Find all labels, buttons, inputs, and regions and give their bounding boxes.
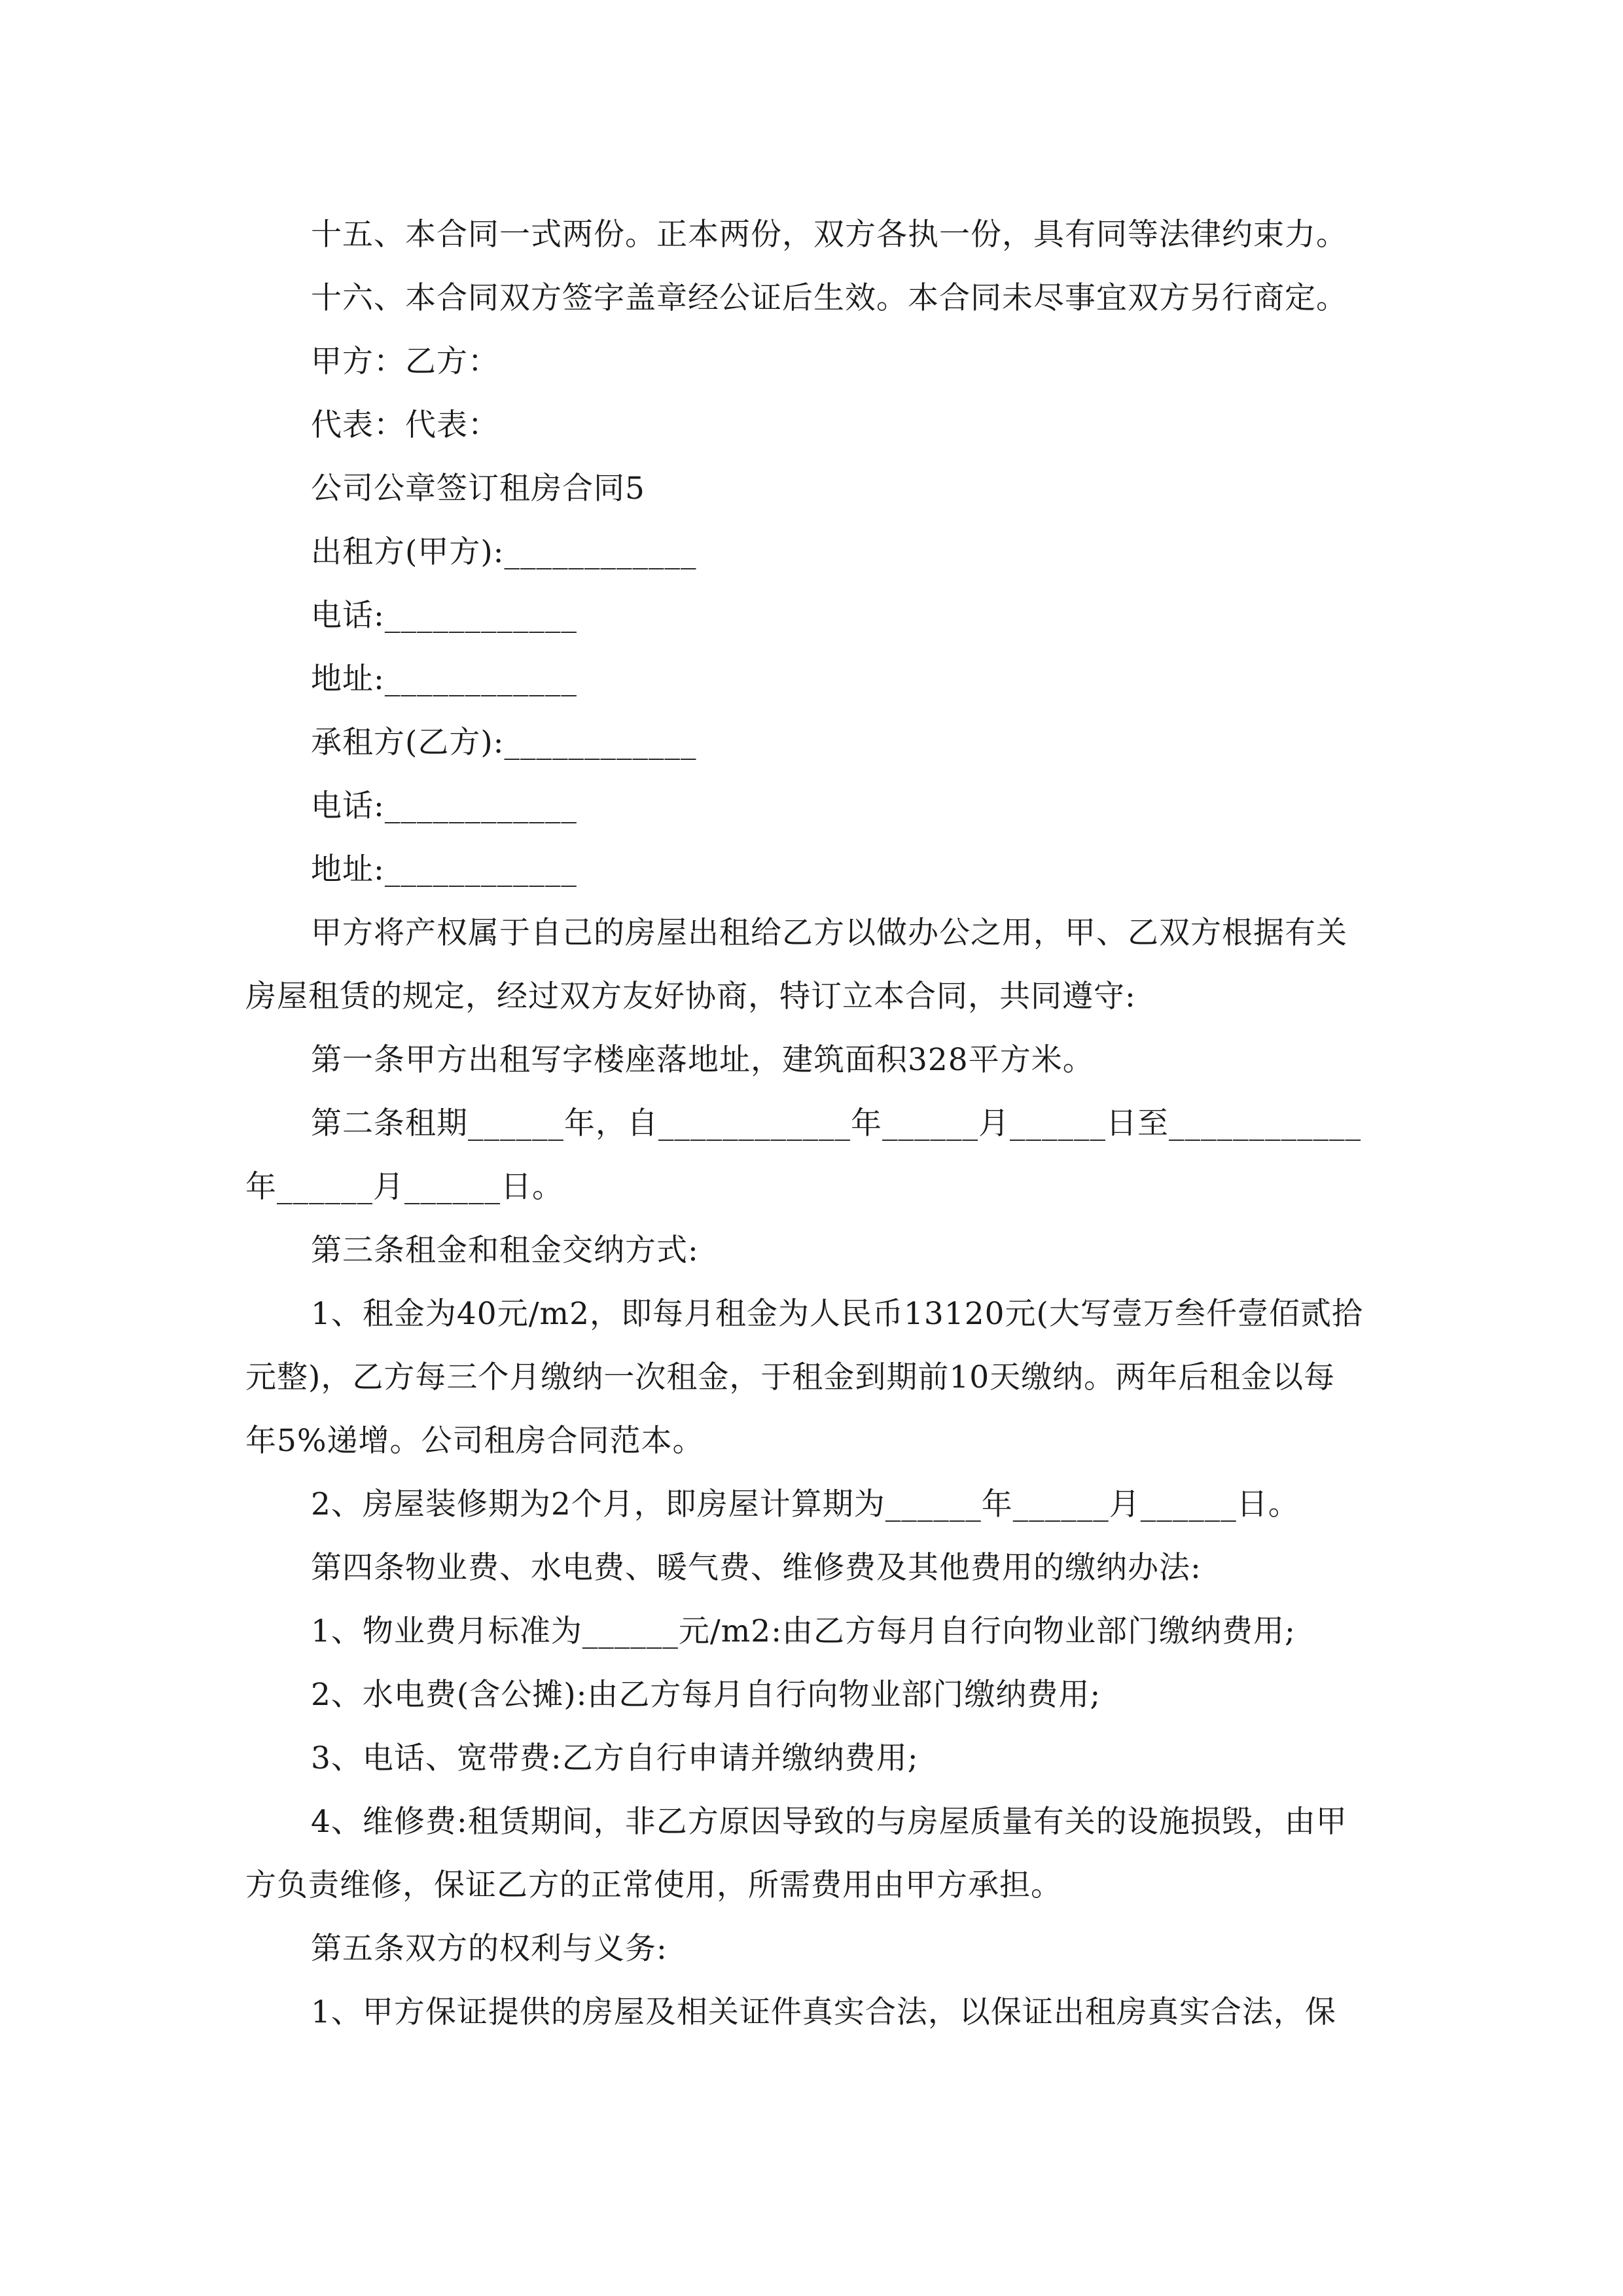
article-4-item-2: 2、水电费(含公摊):由乙方每月自行向物业部门缴纳费用; <box>311 1677 1101 1713</box>
article-3-item-1-line-3: 年5%递增。公司租房合同范本。 <box>245 1423 704 1459</box>
article-2-line-1: 第二条租期______年，自____________年______月______日至____________ <box>311 1105 1361 1141</box>
contract-title: 公司公章签订租房合同5 <box>311 471 645 507</box>
article-4-item-3: 3、电话、宽带费:乙方自行申请并缴纳费用; <box>311 1740 919 1776</box>
article-1: 第一条甲方出租写字楼座落地址，建筑面积328平方米。 <box>311 1042 1094 1078</box>
article-4-item-1: 1、物业费月标准为______元/m2:由乙方每月自行向物业部门缴纳费用; <box>311 1613 1296 1649</box>
lessor-field: 出租方(甲方):____________ <box>311 534 697 570</box>
lessee-address-field: 地址:____________ <box>311 852 577 888</box>
article-3-item-2: 2、房屋装修期为2个月，即房屋计算期为______年______月______日。 <box>311 1486 1300 1522</box>
article-3-item-1-line-1: 1、租金为40元/m2，即每月租金为人民币13120元(大写壹万叁仟壹佰贰拾 <box>311 1296 1363 1332</box>
document-body <box>245 203 1384 2044</box>
clause-16: 十六、本合同双方签字盖章经公证后生效。本合同未尽事宜双方另行商定。 <box>311 280 1347 316</box>
article-3-heading: 第三条租金和租金交纳方式: <box>311 1232 699 1268</box>
preamble-line-1: 甲方将产权属于自己的房屋出租给乙方以做办公之用，甲、乙双方根据有关 <box>311 915 1347 951</box>
lessor-phone-field: 电话:____________ <box>311 598 577 634</box>
article-3-item-1-line-2: 元整)，乙方每三个月缴纳一次租金，于租金到期前10天缴纳。两年后租金以每 <box>245 1359 1336 1395</box>
article-2-line-2: 年______月______日。 <box>245 1169 563 1205</box>
lessee-phone-field: 电话:____________ <box>311 788 577 824</box>
article-5-item-1: 1、甲方保证提供的房屋及相关证件真实合法，以保证出租房真实合法，保 <box>311 1994 1336 2030</box>
clause-15: 十五、本合同一式两份。正本两份，双方各执一份，具有同等法律约束力。 <box>311 217 1347 253</box>
article-5-heading: 第五条双方的权利与义务: <box>311 1931 668 1967</box>
lessee-field: 承租方(乙方):____________ <box>311 725 697 761</box>
article-4-item-4-line-2: 方负责维修，保证乙方的正常使用，所需费用由甲方承担。 <box>245 1867 1062 1903</box>
preamble-line-2: 房屋租赁的规定，经过双方友好协商，特订立本合同，共同遵守: <box>245 978 1136 1014</box>
article-4-heading: 第四条物业费、水电费、暖气费、维修费及其他费用的缴纳办法: <box>311 1550 1202 1586</box>
party-signature-line: 甲方：乙方： <box>311 344 499 380</box>
lessor-address-field: 地址:____________ <box>311 661 577 697</box>
representative-line: 代表：代表： <box>311 407 499 443</box>
article-4-item-4-line-1: 4、维修费:租赁期间，非乙方原因导致的与房屋质量有关的设施损毁，由甲 <box>311 1804 1347 1840</box>
